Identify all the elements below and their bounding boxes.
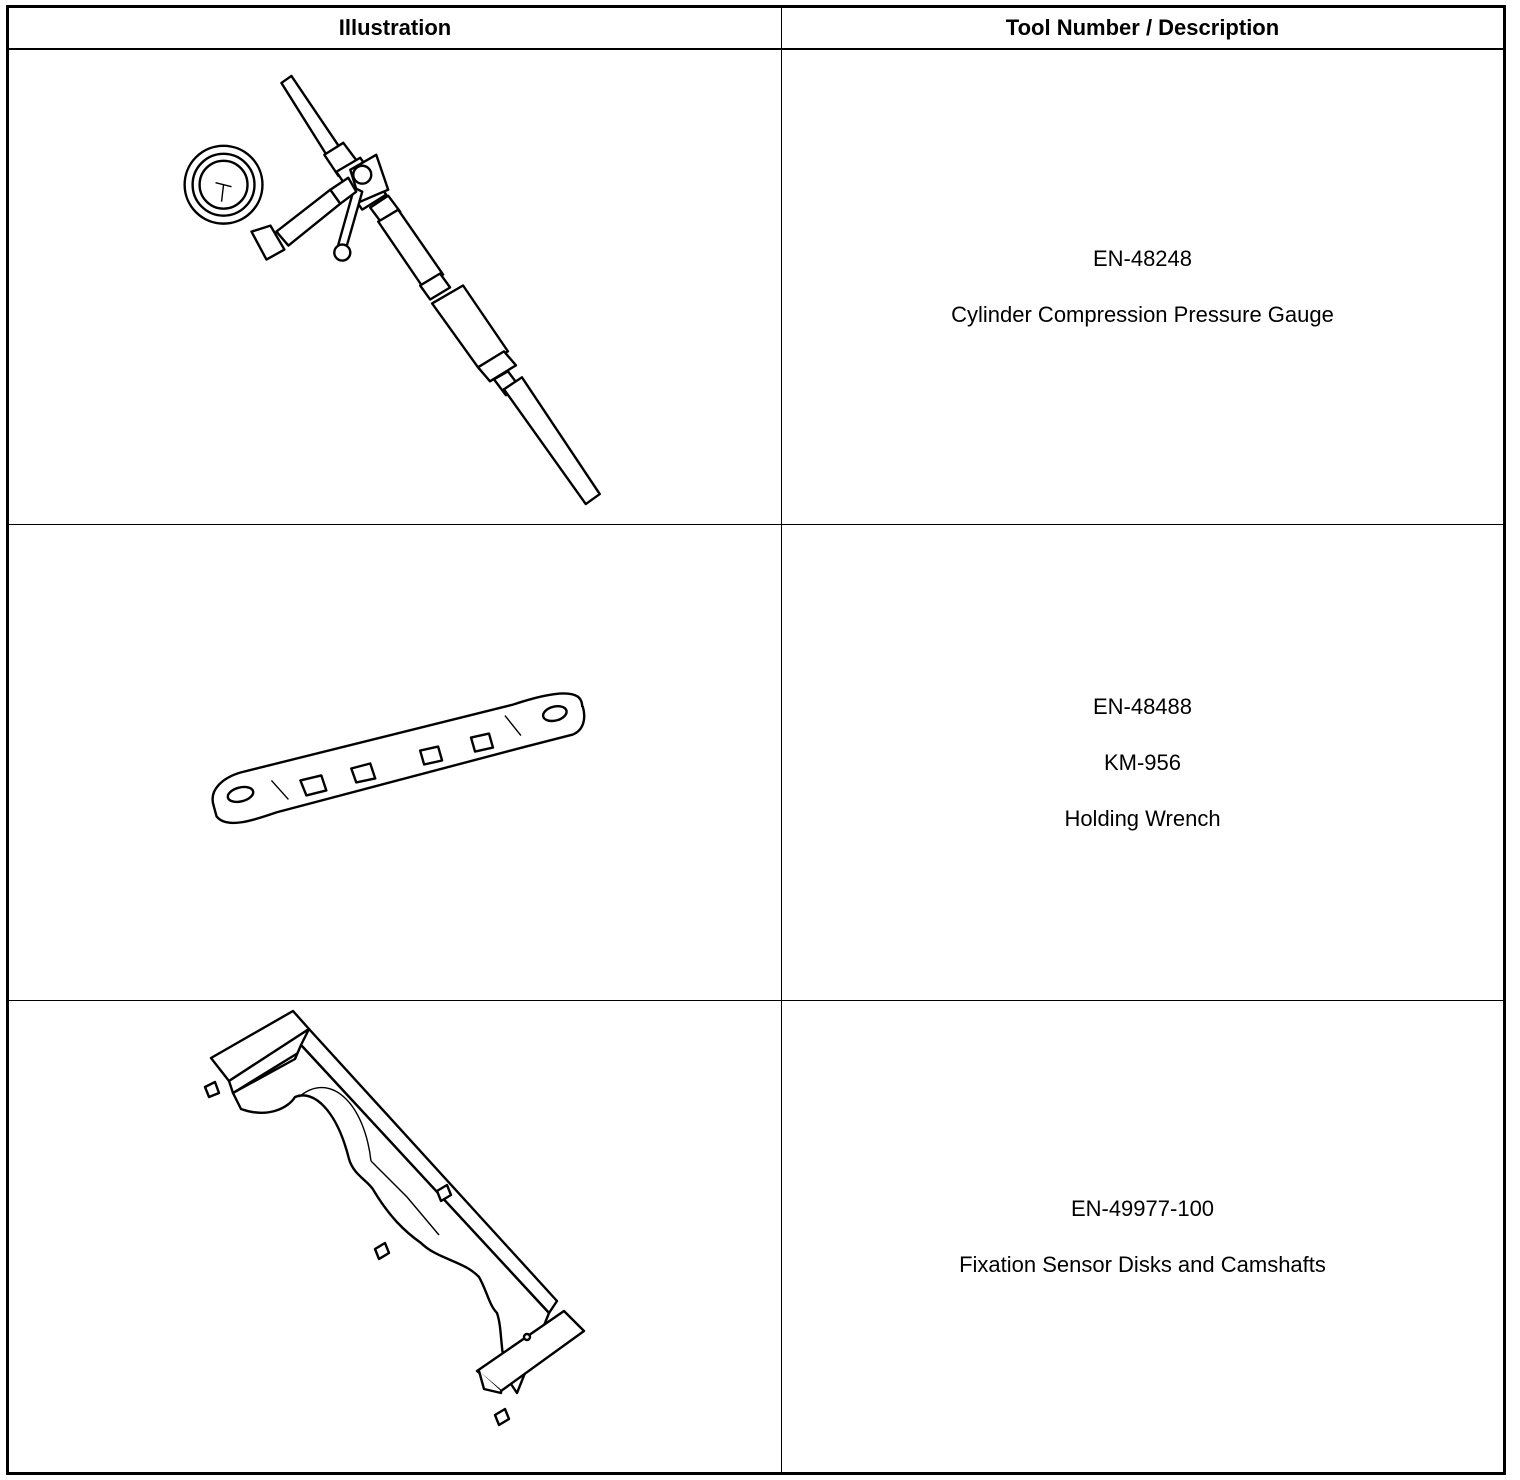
illustration-cell <box>9 50 782 525</box>
description-cell <box>782 1001 1503 1472</box>
column-header-description: Tool Number / Description <box>782 8 1503 50</box>
tool-number-alternate: KM-956 <box>1103 749 1182 775</box>
tool-description: Holding Wrench <box>1064 805 1221 831</box>
illustration-cell <box>9 1001 782 1472</box>
holding-wrench-drawing <box>9 525 782 1000</box>
illustration-cell <box>9 525 782 1001</box>
description-cell <box>782 50 1503 525</box>
tool-description: Fixation Sensor Disks and Camshafts <box>959 1251 1326 1277</box>
tool-number: EN-48248 <box>1092 246 1193 271</box>
compression-pressure-gauge-drawing <box>9 50 782 524</box>
tool-description: Cylinder Compression Pressure Gauge <box>951 302 1334 327</box>
special-tools-table <box>6 5 1506 1475</box>
tool-number: EN-49977-100 <box>1070 1195 1215 1221</box>
tool-number: EN-48488 <box>1092 693 1193 719</box>
description-cell <box>782 525 1503 1001</box>
column-header-illustration: Illustration <box>9 8 782 50</box>
camshaft-fixation-tool-drawing <box>9 1001 782 1472</box>
